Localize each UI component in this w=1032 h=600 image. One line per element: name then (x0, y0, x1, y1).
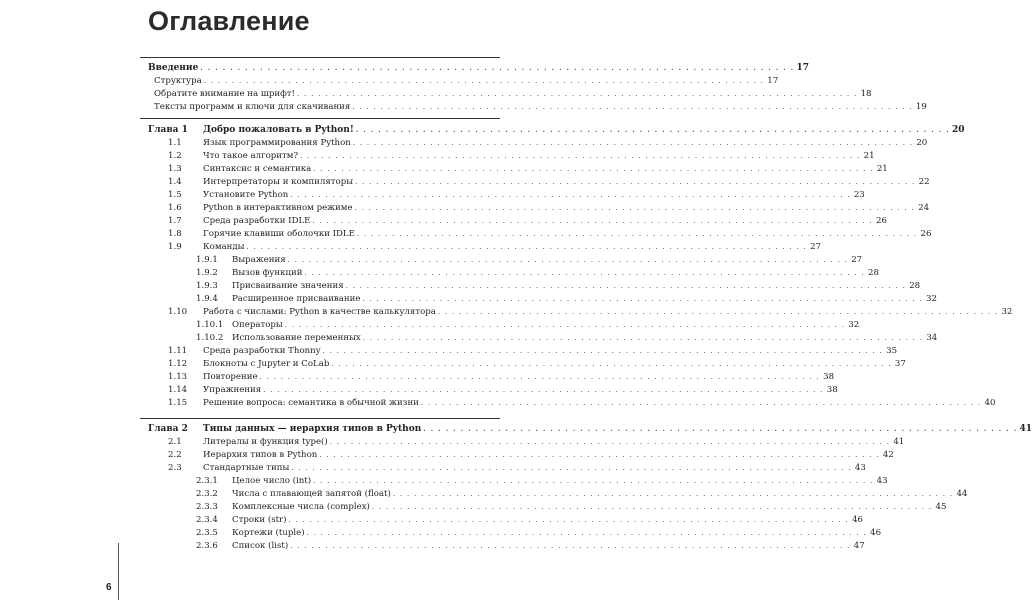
toc-entry-page: 17 (796, 63, 810, 73)
toc-entry (148, 75, 779, 87)
toc-entry-number: 2.3 (168, 463, 182, 473)
toc-entry-page: 27 (810, 242, 821, 252)
toc-entry-page: 26 (920, 229, 932, 239)
toc-entry-number: 2.3.2 (196, 489, 218, 499)
toc-leader-dots: . . . . . . . . . . . . . . . . . . . . . . . . . . . . . . . . . . . . . . . . . . . . . . . . . . . . . . . . . . . . . . . . . . . . . . . . . . . . . . . . (362, 295, 923, 303)
toc-entry-title: Расширенное присваивание (232, 294, 361, 304)
toc-entry-number: 2.3.4 (196, 515, 218, 525)
toc-entry-title: Среда разработки Thonny (203, 346, 321, 356)
toc-entry-title: Строки (str) (232, 515, 287, 525)
toc-entry (148, 101, 927, 113)
toc-entry-title: Что такое алгоритм? (203, 151, 299, 161)
toc-entry-number: 1.6 (168, 203, 182, 213)
toc-entry-page: 27 (851, 255, 863, 265)
toc-entry (148, 280, 921, 292)
toc-entry (148, 371, 835, 383)
toc-entry (148, 345, 898, 357)
toc-leader-dots: . . . . . . . . . . . . . . . . . . . . . . . . . . . . . . . . . . . . . . . . . . . . . . . . . . . . . . . . . . . . . . . . . . . . . . . . . . . . . . . . (288, 516, 850, 524)
toc-entry (148, 254, 863, 266)
toc-entry-page: 43 (876, 476, 888, 486)
toc-entry-title: Горячие клавиши оболочки IDLE (203, 229, 355, 239)
toc-entry (148, 488, 968, 500)
toc-entry-page: 19 (915, 102, 927, 112)
toc-entry-page: 34 (926, 333, 938, 343)
toc-entry-title: Список (list) (232, 541, 289, 551)
toc-entry-page: 21 (863, 151, 875, 161)
toc-entry (148, 332, 938, 344)
toc-entry-page: 47 (853, 541, 865, 551)
toc-leader-dots: . . . . . . . . . . . . . . . . . . . . . . . . . . . . . . . . . . . . . . . . . . . . . . . . . . . . . . . . . . . . . . . . . . . . . . . . . . . . . . . . (319, 451, 880, 459)
toc-entry (148, 475, 888, 487)
toc-entry-page: 28 (868, 268, 879, 278)
toc-entry-number: 1.9 (168, 242, 182, 252)
toc-leader-dots: . . . . . . . . . . . . . . . . . . . . . . . . . . . . . . . . . . . . . . . . . . . . . . . . . . . . . . . . . . . . . . . . . . . . . . . . . . . . . . . . (362, 334, 924, 342)
toc-entry-title: Целое число (int) (232, 476, 312, 486)
toc-entry-page: 35 (886, 346, 898, 356)
page-number: 6 (106, 582, 112, 593)
toc-entry-number: 2.3.5 (196, 528, 218, 538)
toc-entry-page: 20 (916, 138, 928, 148)
toc-entry-page: 24 (918, 203, 930, 213)
toc-leader-dots: . . . . . . . . . . . . . . . . . . . . . . . . . . . . . . . . . . . . . . . . . . . . . . . . . . . . . . . . . . . . . . . . . . . . . . . . . . . . . . . . (304, 269, 865, 277)
toc-entry-title: Тексты программ и ключи для скачивания (154, 102, 351, 112)
toc-leader-dots: . . . . . . . . . . . . . . . . . . . . . . . . . . . . . . . . . . . . . . . . . . . . . . . . . . . . . . . . . . . . . . . . . . . . . . . . . . . . . . . . (284, 321, 846, 329)
toc-entry-number: 2.1 (168, 437, 182, 447)
toc-entry-title: Иерархия типов в Python (203, 450, 318, 460)
toc-entry-page: 46 (870, 528, 882, 538)
toc-entry (148, 384, 838, 396)
toc-entry-title: Операторы (232, 320, 283, 330)
toc-entry-title: Присваивание значения (232, 281, 344, 291)
toc-entry-title: Структура (154, 76, 202, 86)
toc-entry-title: Работа с числами: Python в качестве калькулятора (203, 307, 436, 317)
toc-entry (148, 241, 821, 253)
toc-leader-dots: . . . . . . . . . . . . . . . . . . . . . . . . . . . . . . . . . . . . . . . . . . . . . . . . . . . . . . . . . . . . . . . . . . . . . . . . . . . . . . . . (437, 308, 999, 316)
toc-leader-dots: . . . . . . . . . . . . . . . . . . . . . . . . . . . . . . . . . . . . . . . . . . . . . . . . . . . . . . . . . . . . . . . . . . . . . . . . . . . . . . . . (306, 529, 868, 537)
toc-entry-page: 45 (935, 502, 947, 512)
toc-entry (148, 501, 947, 513)
toc-entry-page: 41 (1019, 424, 1032, 434)
toc-leader-dots: . . . . . . . . . . . . . . . . . . . . . . . . . . . . . . . . . . . . . . . . . . . . . . . . . . . . . . . . . . . . . . . . . . . . . . . . . . . . . . . . (300, 152, 861, 160)
toc-entry-number: 1.10.1 (196, 320, 224, 330)
toc-entry-title: Интерпретаторы и компиляторы (203, 177, 354, 187)
toc-leader-dots: . . . . . . . . . . . . . . . . . . . . . . . . . . . . . . . . . . . . . . . . . . . . . . . . . . . . . . . . . . . . . . . . . . . . . . . . . . . . . . . . (352, 139, 914, 147)
toc-entry-page: 41 (893, 437, 905, 447)
toc-entry-number: 1.9.3 (196, 281, 218, 291)
toc-leader-dots: . . . . . . . . . . . . . . . . . . . . . . . . . . . . . . . . . . . . . . . . . . . . . . . . . . . . . . . . . . . . . . . . . . . . . . . . . . . . . . . . (246, 243, 807, 251)
toc-leader-dots: . . . . . . . . . . . . . . . . . . . . . . . . . . . . . . . . . . . . . . . . . . . . . . . . . . . . . . . . . . . . . . . . . . . . . . . . . . . . . . . . (312, 217, 873, 225)
toc-entry-number: 1.10 (168, 307, 188, 317)
toc-entry-number: 1.9.4 (196, 294, 218, 304)
toc-entry-page: 22 (918, 177, 930, 187)
section-rule (140, 57, 500, 58)
toc-leader-dots: . . . . . . . . . . . . . . . . . . . . . . . . . . . . . . . . . . . . . . . . . . . . . . . . . . . . . . . . . . . . . . . . . . . . . . . . . . . . . . . . (290, 542, 851, 550)
toc-entry-page: 26 (876, 216, 887, 226)
toc-entry-number: 2.2 (168, 450, 182, 460)
toc-entry-page: 40 (984, 398, 996, 408)
toc-entry-number: 1.1 (168, 138, 182, 148)
toc-leader-dots: . . . . . . . . . . . . . . . . . . . . . . . . . . . . . . . . . . . . . . . . . . . . . . . . . . . . . . . . . . . . . . . . . . . . . . . . . . . . . . . . (331, 360, 892, 368)
toc-entry (148, 189, 865, 201)
toc-leader-dots: . . . . . . . . . . . . . . . . . . . . . . . . . . . . . . . . . . . . . . . . . . . . . . . . . . . . . . . . . . . . . . . . . . . . . . . . . . . . . . . . (371, 503, 933, 511)
toc-leader-dots: . . . . . . . . . . . . . . . . . . . . . . . . . . . . . . . . . . . . . . . . . . . . . . . . . . . . . . . . . . . . . . . . . . . . . . . . . . . . . . . . (313, 477, 874, 485)
page-title: Оглавление (148, 6, 310, 36)
toc-entry (148, 293, 937, 305)
toc-entry-title: Решение вопроса: семантика в обычной жизни (203, 398, 419, 408)
toc-entry (148, 202, 930, 214)
toc-entry-title: Среда разработки IDLE (203, 216, 311, 226)
toc-entry-number: 2.3.1 (196, 476, 218, 486)
toc-entry-page: 37 (894, 359, 906, 369)
toc-entry (148, 215, 887, 227)
toc-entry-page: 43 (854, 463, 866, 473)
toc-entry-page: 17 (767, 76, 779, 86)
toc-entry-number: 1.15 (168, 398, 188, 408)
toc-leader-dots: . . . . . . . . . . . . . . . . . . . . . . . . . . . . . . . . . . . . . . . . . . . . . . . . . . . . . . . . . . . . . . . . . . . . . . . . . . . . . . . . (200, 63, 795, 72)
toc-entry-number: 1.9.1 (196, 255, 218, 265)
toc-leader-dots: . . . . . . . . . . . . . . . . . . . . . . . . . . . . . . . . . . . . . . . . . . . . . . . . . . . . . . . . . . . . . . . . . . . . . . . . . . . . . . . . (263, 386, 824, 394)
toc-entry-title: Числа с плавающей запятой (float) (232, 489, 391, 499)
toc-heading (148, 62, 810, 74)
toc-entry-title: Выражения (232, 255, 286, 265)
toc-entry-title: Установите Python (203, 190, 289, 200)
toc-entry-title: Упражнения (203, 385, 262, 395)
toc-entry-number: 1.11 (168, 346, 188, 356)
toc-entry-title: Использование переменных (232, 333, 361, 343)
toc-entry-page: 32 (1001, 307, 1013, 317)
toc-entry-page: 38 (826, 385, 838, 395)
toc-entry-title: Литералы и функция type() (203, 437, 328, 447)
toc-leader-dots: . . . . . . . . . . . . . . . . . . . . . . . . . . . . . . . . . . . . . . . . . . . . . . . . . . . . . . . . . . . . . . . . . . . . . . . . . . . . . . . . (354, 204, 916, 212)
toc-entry-number: 2.3.3 (196, 502, 218, 512)
toc-entry-title: Повторение (203, 372, 258, 382)
toc-entry-number: 2.3.6 (196, 541, 218, 551)
toc-leader-dots: . . . . . . . . . . . . . . . . . . . . . . . . . . . . . . . . . . . . . . . . . . . . . . . . . . . . . . . . . . . . . . . . . . . . . . . . . . . . . . . . (355, 125, 950, 134)
toc-leader-dots: . . . . . . . . . . . . . . . . . . . . . . . . . . . . . . . . . . . . . . . . . . . . . . . . . . . . . . . . . . . . . . . . . . . . . . . . . . . . . . . . (291, 464, 852, 472)
toc-leader-dots: . . . . . . . . . . . . . . . . . . . . . . . . . . . . . . . . . . . . . . . . . . . . . . . . . . . . . . . . . . . . . . . . . . . . . . . . . . . . . . . . (420, 399, 982, 407)
toc-entry-page: 42 (882, 450, 894, 460)
toc-entry (148, 306, 1013, 318)
toc-leader-dots: . . . . . . . . . . . . . . . . . . . . . . . . . . . . . . . . . . . . . . . . . . . . . . . . . . . . . . . . . . . . . . . . . . . . . . . . . . . . . . . . (203, 77, 765, 85)
toc-entry (148, 319, 860, 331)
toc-entry-number: 1.4 (168, 177, 182, 187)
toc-entry (148, 150, 875, 162)
toc-entry-page: 20 (951, 125, 965, 135)
toc-entry (148, 540, 865, 552)
toc-entry (148, 449, 894, 461)
toc-leader-dots: . . . . . . . . . . . . . . . . . . . . . . . . . . . . . . . . . . . . . . . . . . . . . . . . . . . . . . . . . . . . . . . . . . . . . . . . . . . . . . . . (355, 178, 916, 186)
toc-entry-page: 38 (823, 372, 835, 382)
toc-entry (148, 176, 930, 188)
toc-entry (148, 514, 864, 526)
toc-entry-title: Типы данных — иерархия типов в Python (203, 424, 422, 434)
toc-leader-dots: . . . . . . . . . . . . . . . . . . . . . . . . . . . . . . . . . . . . . . . . . . . . . . . . . . . . . . . . . . . . . . . . . . . . . . . . . . . . . . . . (423, 424, 1018, 433)
toc-entry-title: Блокноты с Jupyter и CoLab (203, 359, 330, 369)
toc-entry (148, 137, 928, 149)
toc-leader-dots: . . . . . . . . . . . . . . . . . . . . . . . . . . . . . . . . . . . . . . . . . . . . . . . . . . . . . . . . . . . . . . . . . . . . . . . . . . . . . . . . (356, 230, 918, 238)
toc-entry-number: 1.13 (168, 372, 188, 382)
toc-entry-number: 1.8 (168, 229, 182, 239)
toc-leader-dots: . . . . . . . . . . . . . . . . . . . . . . . . . . . . . . . . . . . . . . . . . . . . . . . . . . . . . . . . . . . . . . . . . . . . . . . . . . . . . . . . (352, 103, 913, 111)
toc-entry-title: Комплексные числа (complex) (232, 502, 370, 512)
toc-entry-number: Глава 1 (148, 125, 188, 135)
toc-entry-page: 44 (956, 489, 968, 499)
toc-leader-dots: . . . . . . . . . . . . . . . . . . . . . . . . . . . . . . . . . . . . . . . . . . . . . . . . . . . . . . . . . . . . . . . . . . . . . . . . . . . . . . . . (345, 282, 907, 290)
toc-entry-page: 21 (876, 164, 888, 174)
toc-entry (148, 527, 882, 539)
toc-heading (148, 124, 965, 136)
toc-leader-dots: . . . . . . . . . . . . . . . . . . . . . . . . . . . . . . . . . . . . . . . . . . . . . . . . . . . . . . . . . . . . . . . . . . . . . . . . . . . . . . . . (290, 191, 851, 199)
toc-entry-number: 1.3 (168, 164, 182, 174)
section-rule (140, 118, 500, 119)
toc-entry-title: Python в интерактивном режиме (203, 203, 353, 213)
toc-entry-title: Вызов функций (232, 268, 303, 278)
toc-entry (148, 358, 906, 370)
toc-entry-title: Язык программирования Python (203, 138, 351, 148)
toc-entry-number: 1.12 (168, 359, 188, 369)
toc-entry-page: 32 (848, 320, 860, 330)
toc-leader-dots: . . . . . . . . . . . . . . . . . . . . . . . . . . . . . . . . . . . . . . . . . . . . . . . . . . . . . . . . . . . . . . . . . . . . . . . . . . . . . . . . (322, 347, 884, 355)
margin-line (118, 543, 119, 600)
toc-leader-dots: . . . . . . . . . . . . . . . . . . . . . . . . . . . . . . . . . . . . . . . . . . . . . . . . . . . . . . . . . . . . . . . . . . . . . . . . . . . . . . . . (392, 490, 954, 498)
toc-entry-number: 1.14 (168, 385, 188, 395)
toc-entry-page: 18 (860, 89, 872, 99)
toc-entry-number: 1.9.2 (196, 268, 218, 278)
toc-entry-title: Добро пожаловать в Python! (203, 125, 354, 135)
toc-entry-title: Синтаксис и семантика (203, 164, 312, 174)
toc-entry (148, 267, 879, 279)
toc-entry-page: 46 (852, 515, 864, 525)
toc-entry-number: 1.7 (168, 216, 182, 226)
toc-entry (148, 397, 996, 409)
toc-entry-number: 1.2 (168, 151, 182, 161)
toc-entry (148, 462, 866, 474)
toc-entry-number: Глава 2 (148, 424, 188, 434)
toc-entry-number: 1.10.2 (196, 333, 224, 343)
toc-entry (148, 436, 905, 448)
toc-heading (148, 423, 1032, 435)
toc-leader-dots: . . . . . . . . . . . . . . . . . . . . . . . . . . . . . . . . . . . . . . . . . . . . . . . . . . . . . . . . . . . . . . . . . . . . . . . . . . . . . . . . (287, 256, 849, 264)
toc-entry-title: Введение (148, 63, 199, 73)
toc-entry-number: 1.5 (168, 190, 182, 200)
toc-entry (148, 88, 872, 100)
toc-entry-title: Обратите внимание на шрифт! (154, 89, 296, 99)
toc-leader-dots: . . . . . . . . . . . . . . . . . . . . . . . . . . . . . . . . . . . . . . . . . . . . . . . . . . . . . . . . . . . . . . . . . . . . . . . . . . . . . . . . (329, 438, 891, 446)
toc-entry-title: Команды (203, 242, 245, 252)
toc-entry-page: 32 (926, 294, 937, 304)
toc-leader-dots: . . . . . . . . . . . . . . . . . . . . . . . . . . . . . . . . . . . . . . . . . . . . . . . . . . . . . . . . . . . . . . . . . . . . . . . . . . . . . . . . (313, 165, 874, 173)
toc-leader-dots: . . . . . . . . . . . . . . . . . . . . . . . . . . . . . . . . . . . . . . . . . . . . . . . . . . . . . . . . . . . . . . . . . . . . . . . . . . . . . . . . (259, 373, 821, 381)
toc-entry-page: 28 (909, 281, 921, 291)
toc-entry-page: 23 (853, 190, 865, 200)
toc-entry (148, 228, 932, 240)
toc-entry-title: Кортежи (tuple) (232, 528, 305, 538)
section-rule (140, 418, 500, 419)
toc-entry-title: Стандартные типы (203, 463, 290, 473)
toc-leader-dots: . . . . . . . . . . . . . . . . . . . . . . . . . . . . . . . . . . . . . . . . . . . . . . . . . . . . . . . . . . . . . . . . . . . . . . . . . . . . . . . . (297, 90, 858, 98)
toc-entry (148, 163, 888, 175)
